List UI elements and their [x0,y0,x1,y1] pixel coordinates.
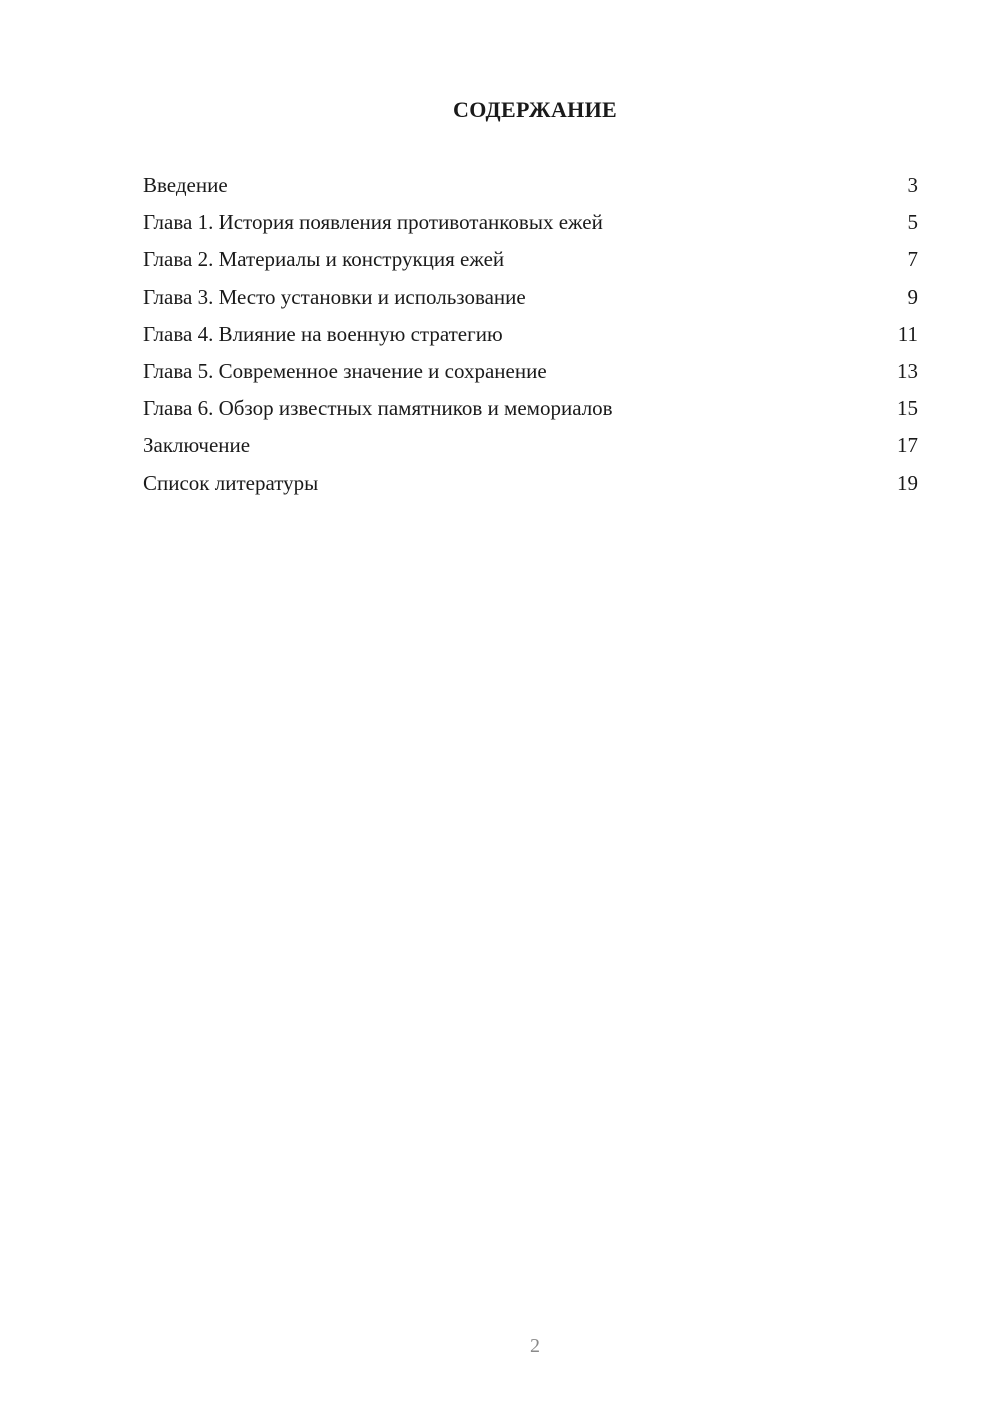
toc-entry-page: 13 [897,358,918,383]
toc-entry-chapter-4 [143,318,918,355]
toc-entry-page: 7 [907,247,918,272]
toc-entry-introduction [143,169,918,206]
toc-entry-page: 17 [897,433,918,458]
toc-entry-label: Глава 6. Обзор известных памятников и мемориалов [143,396,613,421]
toc-entry-chapter-2 [143,243,918,280]
toc-entry-label: Глава 3. Место установки и использование [143,284,526,309]
toc-entry-label: Глава 2. Материалы и конструкция ежей [143,247,505,272]
toc-entry-chapter-3 [143,281,918,318]
toc-entry-page: 15 [897,396,918,421]
toc-entry-chapter-6 [143,392,918,429]
toc-entry-chapter-5 [143,355,918,392]
page-title: СОДЕРЖАНИЕ [453,97,617,122]
toc-entry-label: Введение [143,173,228,197]
toc-entry-bibliography [143,467,918,504]
toc-entry-page: 9 [907,284,918,309]
toc-entry-label: Список литературы [143,470,319,495]
toc-entry-page: 11 [897,321,918,346]
toc-entry-page: 5 [907,210,918,235]
page-number: 2 [530,1335,540,1357]
toc-entry-conclusion [143,429,918,466]
toc-entry-label: Глава 1. История появления противотанковых ежей [143,210,603,235]
toc-entry-page: 19 [897,470,918,495]
toc-entry-label: Глава 4. Влияние на военную стратегию [143,321,503,346]
toc-entry-label: Заключение [143,433,251,458]
toc-entry-chapter-1 [143,206,918,243]
toc-entry-page: 3 [907,173,918,197]
toc-entry-label: Глава 5. Современное значение и сохранение [143,358,547,383]
table-of-contents [143,169,918,504]
